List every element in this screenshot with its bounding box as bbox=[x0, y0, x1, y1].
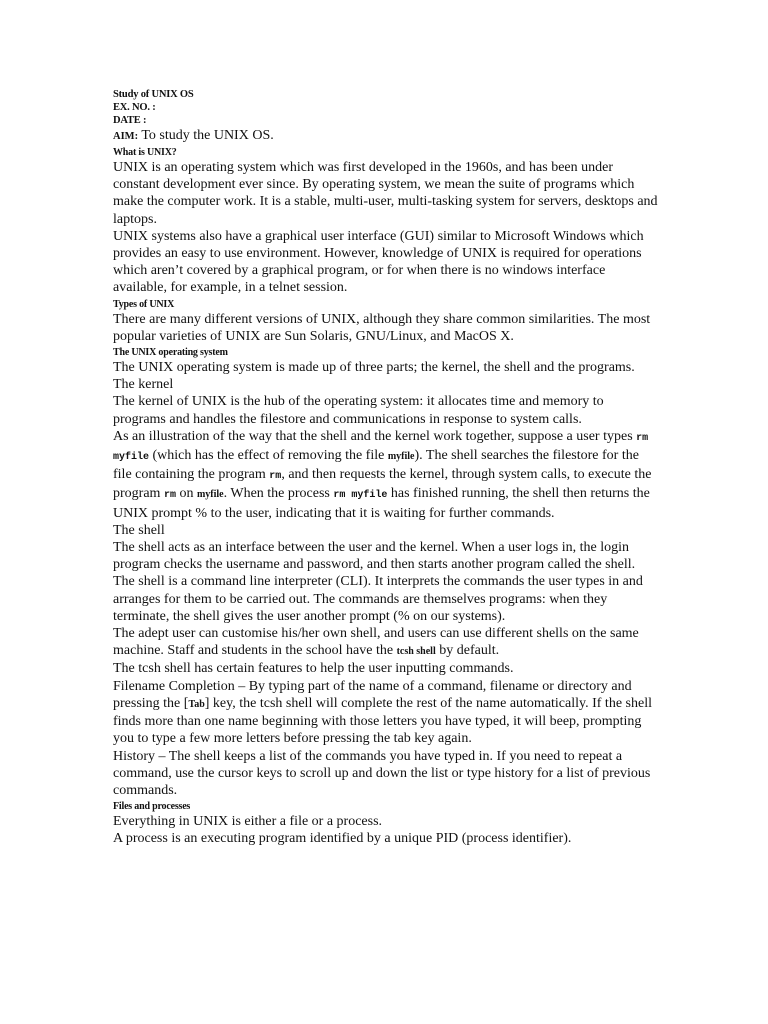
p6-text-c: ). The shell searches the filestore for the file containing the program bbox=[113, 448, 639, 483]
p8-text-b: by default. bbox=[435, 643, 500, 659]
document-page bbox=[113, 88, 658, 848]
doc-title: Study of UNIX OS bbox=[113, 89, 194, 100]
p8-text-a: The adept user can customise his/her own shell, and users can use different shells on the same machine. Staff and students in the school have the bbox=[113, 626, 639, 659]
paragraph-10 bbox=[113, 678, 658, 748]
kernel-heading: The kernel bbox=[113, 377, 174, 393]
section-what-is-unix: What is UNIX? bbox=[113, 147, 177, 158]
p10-text-a: Filename Completion – By typing part of the name of a command, filename or directory and pressing the [ bbox=[113, 678, 632, 711]
section-types-of-unix: Types of UNIX bbox=[113, 298, 175, 310]
paragraph-11: History – The shell keeps a list of the commands you have typed in. If you need to repeat a command, use the cursor keys to scroll up and down the list or type history for a list of previous commands. bbox=[113, 748, 651, 798]
paragraph-12: Everything in UNIX is either a file or a process. bbox=[113, 814, 383, 830]
paragraph-7: The shell acts as an interface between the user and the kernel. When a user logs in, the login program checks the username and password, and then starts another program called the shell. The shell is a command line interpreter (CLI). It interprets the commands the user types in and arranges for them to be carried out. The commands are themselves programs: when they terminate, the shell gives the user another prompt (% on our systems). bbox=[113, 540, 643, 624]
command-rm: rm bbox=[269, 471, 282, 483]
paragraph-4: The UNIX operating system is made up of three parts; the kernel, the shell and the programs. bbox=[113, 360, 635, 376]
p10-text-b: ] key, the tcsh shell will complete the rest of the name automatically. If the shell finds more than one name beginning with those letters you have typed, it will beep, prompting you to type a few more letters before pressing the tab key again. bbox=[113, 695, 652, 747]
paragraph-6 bbox=[113, 428, 658, 522]
section-unix-os: The UNIX operating system bbox=[113, 347, 228, 359]
tab-key-term: Tab bbox=[188, 698, 205, 710]
paragraph-5: The kernel of UNIX is the hub of the operating system: it allocates time and memory to programs and handles the filestore and communications in response to system calls. bbox=[113, 394, 604, 427]
p6-text-d: , and then requests the kernel, through system calls, to execute the program bbox=[113, 467, 652, 502]
p6-text-g: has finished running, the shell then returns the UNIX prompt % to the user, indicating that it is waiting for further commands. bbox=[113, 486, 650, 521]
ex-no-label: EX. NO. : bbox=[113, 102, 156, 113]
filename-myfile-2: myfile bbox=[196, 489, 224, 501]
date-label: DATE : bbox=[113, 115, 147, 126]
paragraph-9: The tcsh shell has certain features to help the user inputting commands. bbox=[113, 661, 514, 677]
p6-text-f: . When the process bbox=[223, 486, 334, 502]
command-rm-myfile: rm myfile bbox=[113, 432, 649, 464]
p6-text-a: As an illustration of the way that the shell and the kernel work together, suppose a user types bbox=[113, 428, 637, 444]
tcsh-shell-term: tcsh shell bbox=[396, 646, 436, 658]
p6-text-e: on bbox=[175, 486, 197, 502]
paragraph-8 bbox=[113, 625, 658, 660]
section-files-processes: Files and processes bbox=[113, 801, 191, 813]
paragraph-3: There are many different versions of UNIX, although they share common similarities. The most popular varieties of UNIX are Sun Solaris, GNU/Linux, and MacOS X. bbox=[113, 311, 651, 344]
shell-heading: The shell bbox=[113, 522, 165, 538]
filename-myfile: myfile bbox=[387, 451, 415, 463]
command-rm-2: rm bbox=[163, 490, 176, 502]
paragraph-1: UNIX is an operating system which was first developed in the 1960s, and has been under constant development ever since. By operating system, we mean the suite of programs which make the computer work. It is a stable, multi-user, multi-tasking system for servers, desktops and laptops. bbox=[113, 160, 658, 227]
aim-label: AIM: bbox=[113, 131, 139, 142]
command-rm-myfile-2: rm myfile bbox=[333, 490, 388, 502]
aim-text: To study the UNIX OS. bbox=[138, 128, 274, 143]
p6-text-b: (which has the effect of removing the file bbox=[149, 448, 388, 464]
paragraph-13: A process is an executing program identified by a unique PID (process identifier). bbox=[113, 831, 572, 847]
aim-line bbox=[113, 127, 658, 145]
paragraph-2: UNIX systems also have a graphical user interface (GUI) similar to Microsoft Windows which provides an easy to use environment. However, knowledge of UNIX is required for operations which aren’t covered by a graphical program, or for when there is no windows interface available, for example, in a telnet session. bbox=[113, 228, 644, 296]
